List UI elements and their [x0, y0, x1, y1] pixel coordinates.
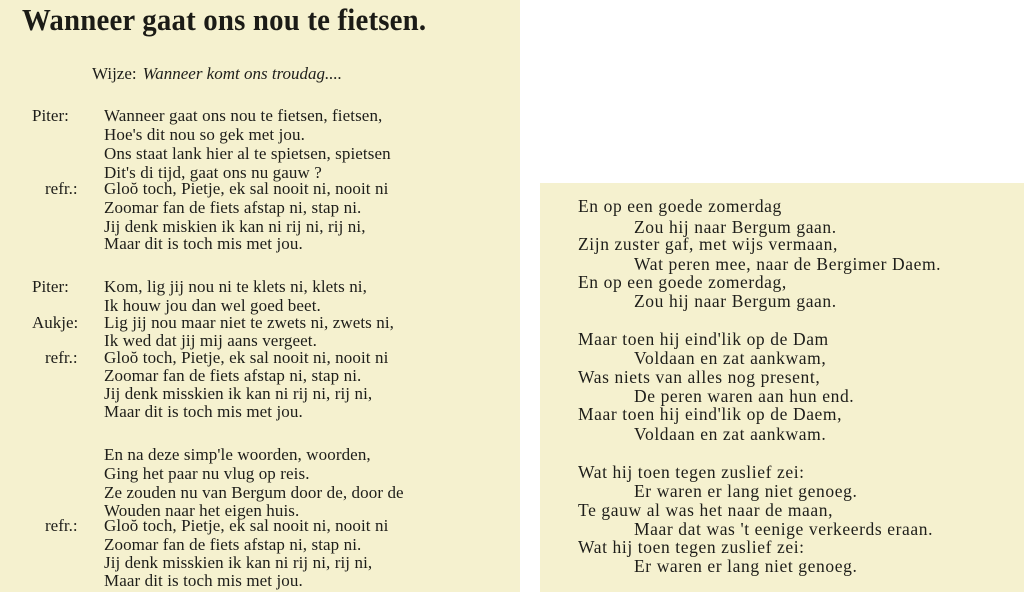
verse-line: Wat peren mee, naar de Bergimer Daem. [634, 254, 942, 274]
tune-name: Wanneer komt ons troudag.... [142, 64, 343, 83]
verse-line: Dit's di tijd, gaat ons nu gauw ? [104, 163, 322, 182]
refrain-label: refr.: [45, 179, 78, 198]
verse-line: Maar toen hij eind'lik op de Dam [578, 329, 829, 349]
verse-line: Lig jij nou maar niet te zwets ni, zwets ni, [104, 313, 395, 332]
verse-line: Wat hij toen tegen zuslief zei: [578, 537, 805, 557]
verse-line: Ging het paar nu vlug op reis. [104, 464, 310, 483]
verse-line: Maar toen hij eind'lik op de Daem, [578, 404, 843, 424]
refrain-line: Zoomar fan de fiets afstap ni, stap ni. [104, 198, 362, 217]
refrain-line: Zoomar fan de fiets afstap ni, stap ni. [104, 366, 362, 385]
refrain-line: Gloŏ toch, Pietje, ek sal nooit ni, nooit ni [104, 516, 389, 535]
verse-line: Zou hij naar Bergum gaan. [634, 291, 837, 311]
right-song-page [540, 183, 1024, 592]
verse-line: En op een goede zomerdag, [578, 272, 787, 292]
verse-line: Er waren er lang niet genoeg. [634, 556, 858, 576]
refrain-line: Maar dit is toch mis met jou. [104, 402, 303, 421]
tune-prefix: Wijze: [92, 64, 137, 83]
refrain-label: refr.: [45, 516, 78, 535]
verse-line: Ik houw jou dan wel goed beet. [104, 296, 321, 315]
song-title: Wanneer gaat ons nou te fietsen. [22, 2, 427, 37]
refrain-line: Gloŏ toch, Pietje, ek sal nooit ni, nooit ni [104, 348, 389, 367]
refrain-label: refr.: [45, 348, 78, 367]
verse-line: De peren waren aan hun end. [634, 386, 855, 406]
verse-line: Zou hij naar Bergum gaan. [634, 217, 837, 237]
refrain-line: Maar dit is toch mis met jou. [104, 571, 303, 590]
refrain-line: Jij denk miskien ik kan ni rij ni, rij ni, [104, 217, 366, 236]
verse-line: Er waren er lang niet genoeg. [634, 481, 858, 501]
verse-line: Maar dat was 't eenige verkeerds eraan. [634, 519, 934, 539]
refrain-line: Zoomar fan de fiets afstap ni, stap ni. [104, 535, 362, 554]
verse-line: En op een goede zomerdag [578, 196, 782, 216]
refrain-line: Maar dit is toch mis met jou. [104, 234, 303, 253]
tune-line [92, 64, 342, 84]
verse-line: Zijn zuster gaf, met wijs vermaan, [578, 234, 838, 254]
refrain-line: Jij denk misskien ik kan ni rij ni, rij ni, [104, 384, 373, 403]
verse-line: Voldaan en zat aankwam, [634, 348, 827, 368]
verse-line: En na deze simp'le woorden, woorden, [104, 445, 371, 464]
verse-line: Wouden naar het eigen huis. [104, 501, 300, 520]
verse-line: Hoe's dit nou so gek met jou. [104, 125, 305, 144]
refrain-line: Jij denk misskien ik kan ni rij ni, rij ni, [104, 553, 373, 572]
verse-line: Kom, lig jij nou ni te klets ni, klets ni, [104, 277, 367, 296]
verse-line: Ons staat lank hier al te spietsen, spietsen [104, 144, 391, 163]
verse-line: Te gauw al was het naar de maan, [578, 500, 834, 520]
verse-line: Wanneer gaat ons nou te fietsen, fietsen, [104, 106, 383, 125]
speaker-label-piter: Piter: [32, 106, 69, 125]
verse-line: Ze zouden nu van Bergum door de, door de [104, 483, 404, 502]
verse-line: Voldaan en zat aankwam. [634, 424, 827, 444]
verse-line: Was niets van alles nog present, [578, 367, 821, 387]
verse-line: Ik wed dat jij mij aans vergeet. [104, 331, 317, 350]
verse-line: Wat hij toen tegen zuslief zei: [578, 462, 805, 482]
speaker-label-aukje: Aukje: [32, 313, 79, 332]
speaker-label-piter: Piter: [32, 277, 69, 296]
refrain-line: Gloŏ toch, Pietje, ek sal nooit ni, nooit ni [104, 179, 389, 198]
